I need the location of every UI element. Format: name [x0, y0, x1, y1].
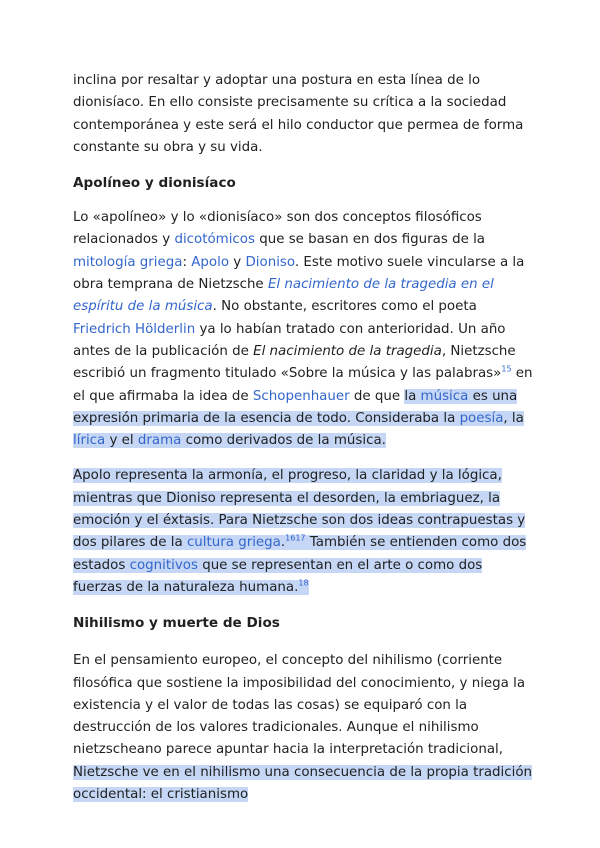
- paragraph-apolineo-1: Lo «apolíneo» y lo «dionisíaco» son dos conceptos filosóficos relacionados y dicotómicos que se basan en dos figuras de la mitología griega: Apolo y Dioniso. Este motivo suele vincularse a la obra temprana de Nietzsche El nacimiento de la tragedia en el espíritu de la música. No obstante, escritores como el poeta Friedrich Hölderlin ya lo habían tratado con anterioridad. Un año antes de la publicación de El nacimiento de la tragedia, Nietzsche escribió un fragmento titulado «Sobre la música y las palabras»$^{15}$ en el que afirmaba la idea de Schopenhauer de que la música es una expresión primaria de la esencia de todo. Consideraba la poesía, la lírica y el drama como derivados de la música.: [73, 210, 533, 449]
- link-cognitivos[interactable]: cognitivos: [129, 557, 198, 573]
- link-drama[interactable]: drama: [137, 433, 182, 449]
- intro-paragraph: inclina por resaltar y adoptar una postura en esta línea de lo dionisíaco. En ello consiste precisamente su crítica a la sociedad contemporánea y este será el hilo conductor que permea de forma constante su obra y su vida.: [73, 73, 524, 155]
- link-apolo[interactable]: Apolo: [191, 254, 230, 270]
- highlighted-text: Nietzsche ve en el nihilismo una consecuencia de la propia tradición occidental: el cristianismo: [73, 764, 533, 803]
- reference-18[interactable]: 18: [298, 578, 309, 588]
- heading-nihilismo: Nihilismo y muerte de Dios: [73, 615, 280, 632]
- link-mitologia-griega[interactable]: mitología griega: [73, 254, 183, 270]
- italic-title: El nacimiento de la tragedia: [253, 343, 442, 359]
- paragraph-nihilismo-1: En el pensamiento europeo, el concepto del nihilismo (corriente filosófica que sostiene la imposibilidad del conocimiento, y niega la existencia y el valor de todas las cosas) se equiparó con la destrucción de los valores tradicionales. Aunque el nihilismo nietzscheano parece apuntar hacia la interpretación tradicional, Nietzsche ve en el nihilismo una consecuencia de la propia tradición occidental: el cristianismo: [73, 653, 533, 803]
- highlighted-text: la música es una expresión primaria de la esencia de todo. Consideraba la poesía, la lírica y el drama como derivados de la música.: [73, 388, 524, 449]
- link-nacimiento-tragedia[interactable]: El nacimiento de la tragedia en el espíritu de la música: [73, 277, 494, 315]
- heading-apolineo-dionisiaco: Apolíneo y dionisíaco: [73, 175, 236, 192]
- highlighted-text: Apolo representa la armonía, el progreso, la claridad y la lógica, mientras que Dioniso representa el desorden, la embriaguez, la emoción y el éxtasis. Para Nietzsche son dos ideas contrapuestas y dos pilares de la cultura griega.$^{1617}$ También se entienden como dos estados cognitivos que se representan en el arte o como dos fuerzas de la naturaleza humana.$^{18}$: [73, 468, 527, 595]
- link-lirica[interactable]: lírica: [73, 433, 106, 449]
- paragraph-apolineo-2: [73, 465, 533, 599]
- reference-15[interactable]: 15: [501, 364, 512, 374]
- link-holderlin[interactable]: Friedrich Hölderlin: [73, 321, 196, 337]
- link-dioniso[interactable]: Dioniso: [245, 254, 295, 270]
- link-dicotomicos[interactable]: dicotómicos: [174, 232, 255, 248]
- article-body: [73, 70, 533, 806]
- link-cultura-griega[interactable]: cultura griega: [186, 535, 281, 551]
- link-schopenhauer[interactable]: Schopenhauer: [252, 388, 350, 404]
- link-poesia[interactable]: poesía: [459, 410, 504, 426]
- link-musica[interactable]: música: [420, 388, 469, 404]
- reference-16-17[interactable]: 1617: [285, 533, 306, 543]
